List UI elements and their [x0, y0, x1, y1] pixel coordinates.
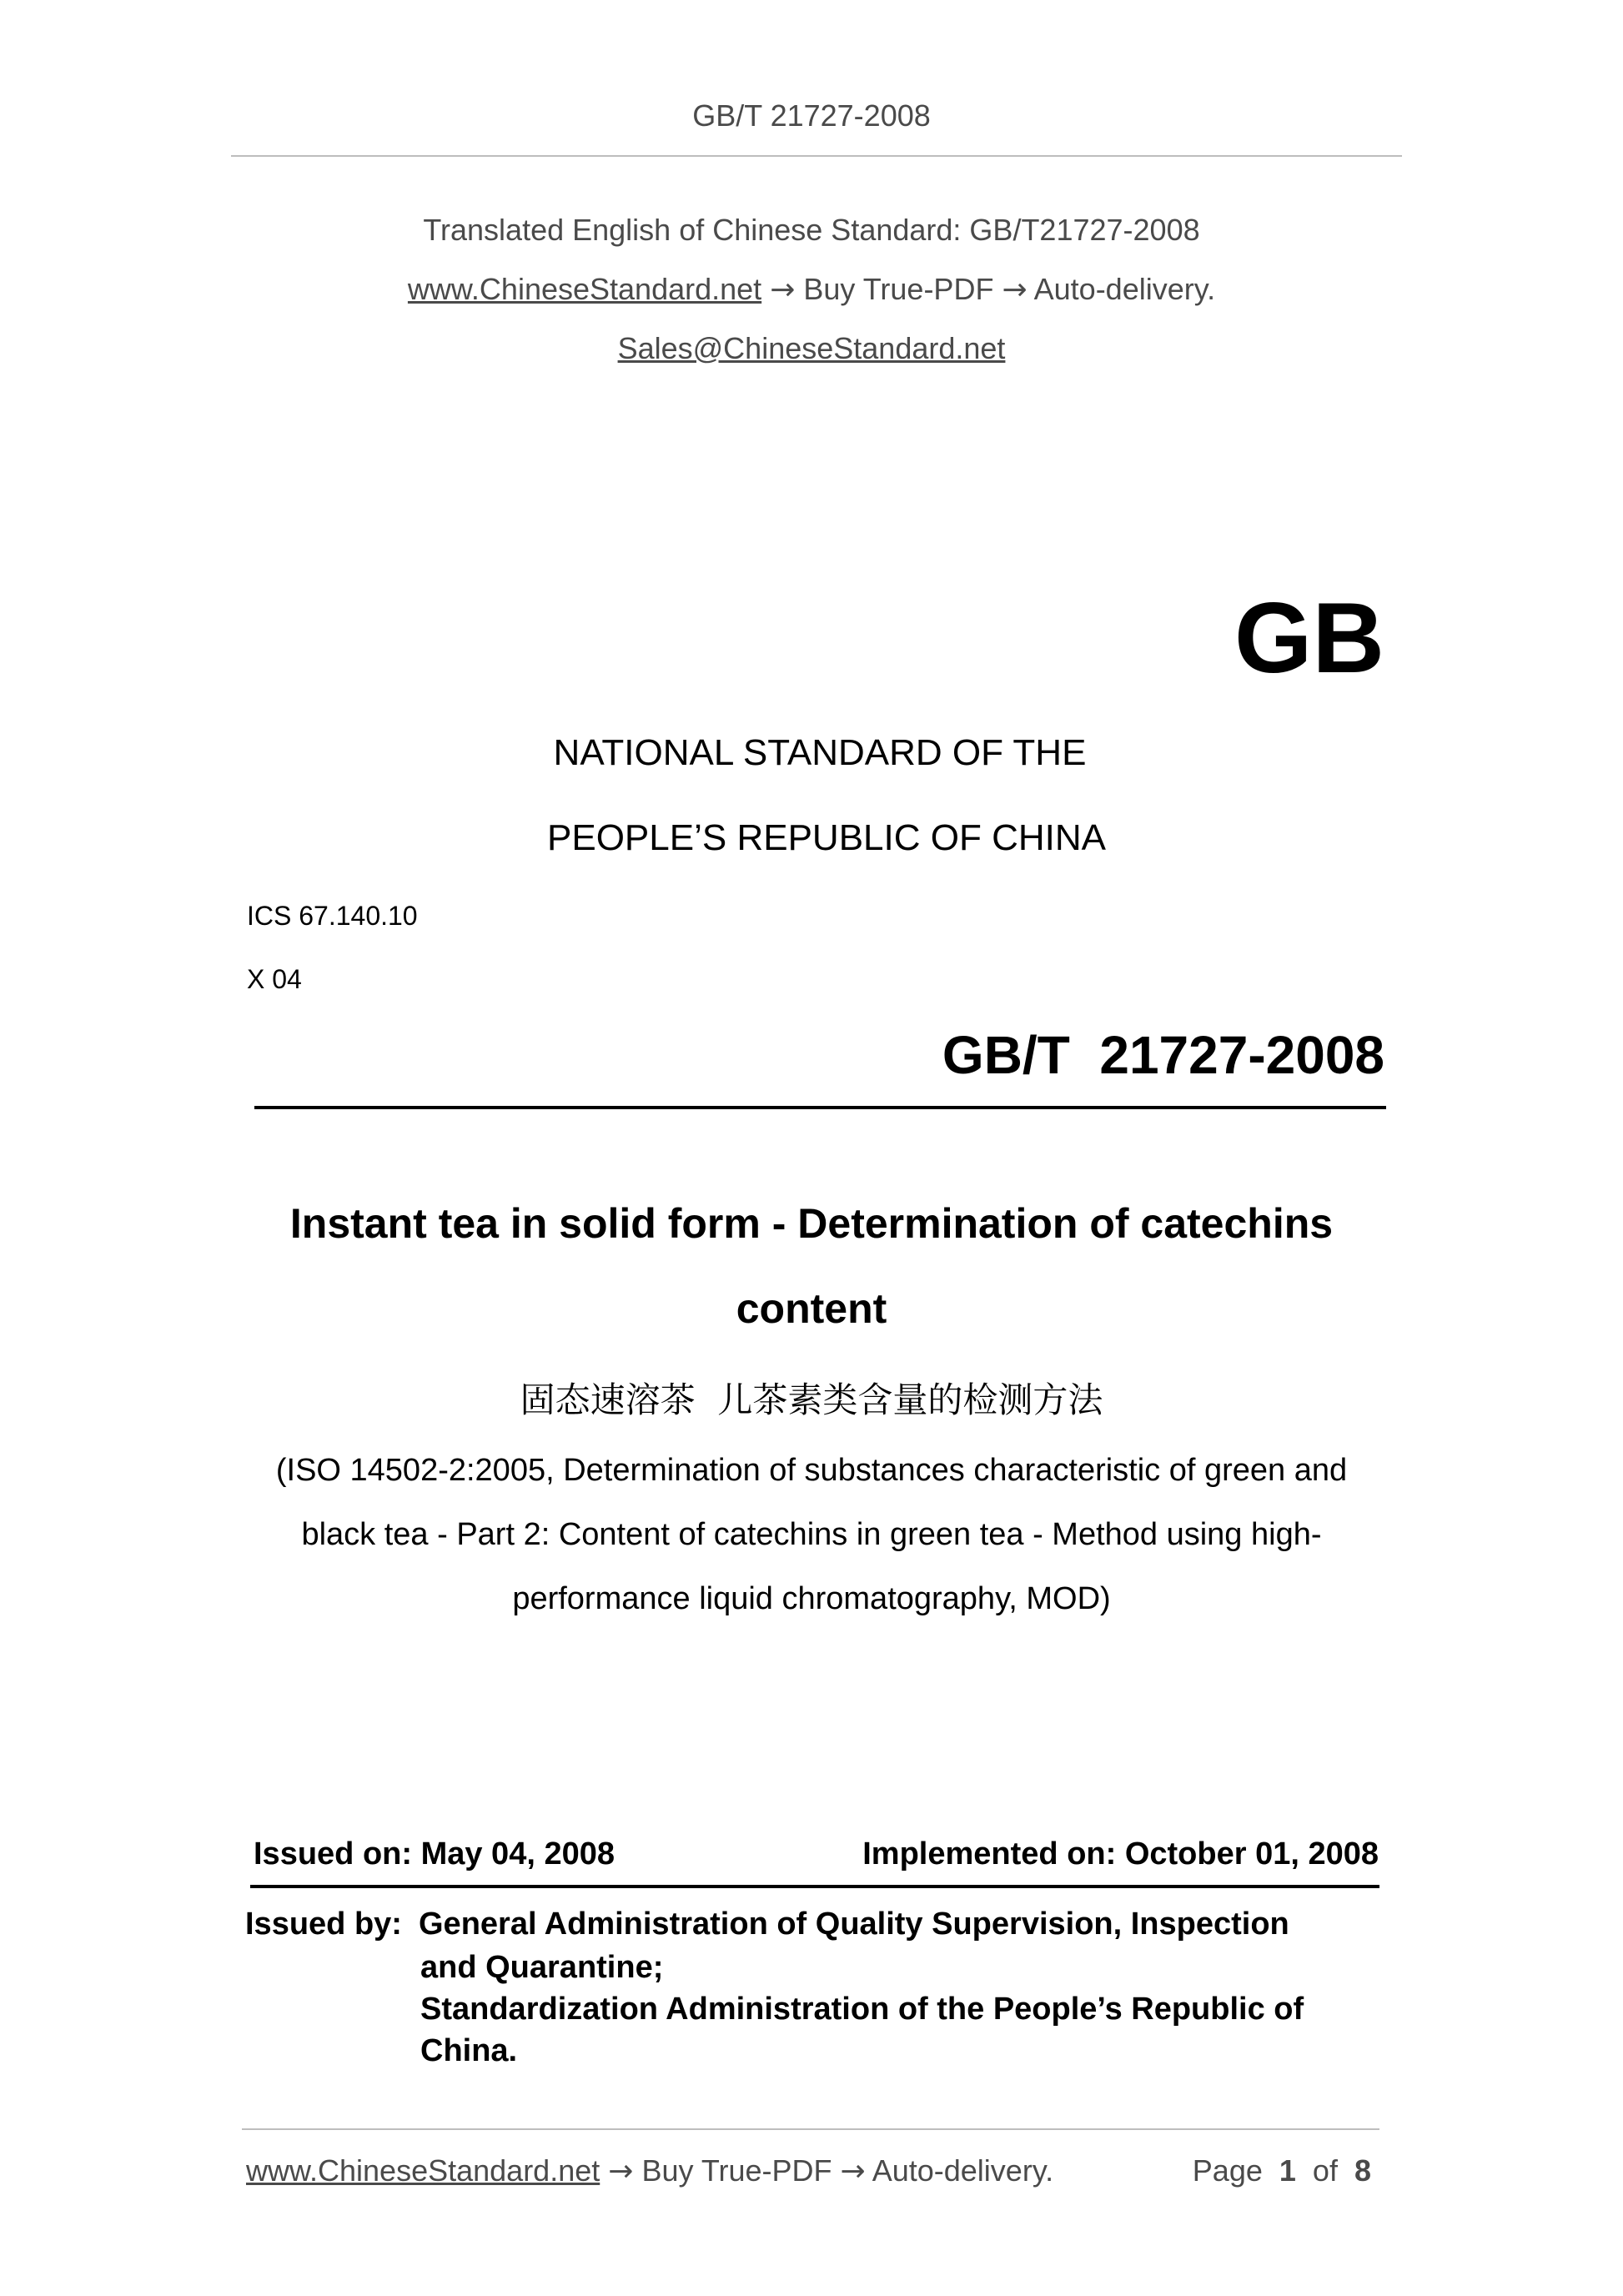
issued-by-label: Issued by:	[245, 1907, 402, 1942]
notice-line: Translated English of Chinese Standard: GB/T21727-2008	[423, 213, 1200, 247]
site-link[interactable]: www.ChineseStandard.net	[407, 272, 762, 306]
notice-email	[0, 331, 1623, 366]
page-current: 1	[1279, 2153, 1296, 2188]
issued-by-line3: Standardization Administration of the People’s Republic of	[420, 1992, 1304, 2027]
ics-code: ICS 67.140.10	[247, 901, 418, 931]
email-link[interactable]: Sales@ChineseStandard.net	[617, 331, 1006, 365]
title-cn: 固态速溶茶 儿茶素类含量的检测方法	[520, 1379, 1103, 1420]
standard-number: GB/T 21727-2008	[942, 1025, 1384, 1085]
implemented-on: Implemented on: October 01, 2008	[862, 1836, 1379, 1871]
issued-by-line2: and Quarantine;	[420, 1950, 664, 1985]
buy-text: Buy True-PDF	[803, 272, 994, 306]
delivery-text: Auto-delivery.	[1033, 272, 1216, 306]
national-standard-line2: PEOPLE’S REPUBLIC OF CHINA	[547, 817, 1106, 858]
iso-line1: (ISO 14502-2:2005, Determination of substances characteristic of green and	[275, 1453, 1348, 1488]
header-rule	[231, 155, 1402, 157]
issued-by-line1: General Administration of Quality Supervision, Inspection	[419, 1907, 1289, 1942]
page-indicator	[1193, 2153, 1371, 2188]
page-label: Page	[1192, 2153, 1263, 2188]
footer-site-link[interactable]: www.ChineseStandard.net	[246, 2153, 600, 2188]
issued-by-line4: China.	[420, 2033, 518, 2068]
notice-links	[0, 272, 1623, 307]
arrow-right-icon: →	[840, 2154, 866, 2188]
footer-rule	[242, 2128, 1379, 2130]
running-title: GB/T 21727-2008	[692, 98, 931, 133]
page-of: of	[1312, 2153, 1338, 2188]
iso-line3: performance liquid chromatography, MOD)	[512, 1581, 1111, 1616]
ccs-code: X 04	[247, 964, 302, 994]
footer-delivery-text: Auto-delivery.	[872, 2153, 1054, 2188]
title-en-line1: Instant tea in solid form - Determination of catechins	[289, 1200, 1334, 1247]
arrow-right-icon: →	[1002, 273, 1028, 307]
national-standard-line1: NATIONAL STANDARD OF THE	[553, 732, 1087, 773]
issued-on: Issued on: May 04, 2008	[254, 1836, 615, 1871]
page-total: 8	[1354, 2153, 1371, 2188]
running-header	[0, 98, 1623, 133]
footer-links	[246, 2153, 1053, 2188]
dates-rule	[250, 1885, 1379, 1888]
arrow-right-icon: →	[608, 2154, 634, 2188]
iso-line2: black tea - Part 2: Content of catechins in green tea - Method using high-	[301, 1517, 1322, 1552]
arrow-right-icon: →	[770, 273, 796, 307]
translation-notice	[0, 213, 1623, 248]
title-en-line2: content	[736, 1285, 887, 1332]
footer-buy-text: Buy True-PDF	[641, 2153, 832, 2188]
title-rule	[254, 1106, 1386, 1109]
gb-mark: GB	[1234, 582, 1384, 694]
